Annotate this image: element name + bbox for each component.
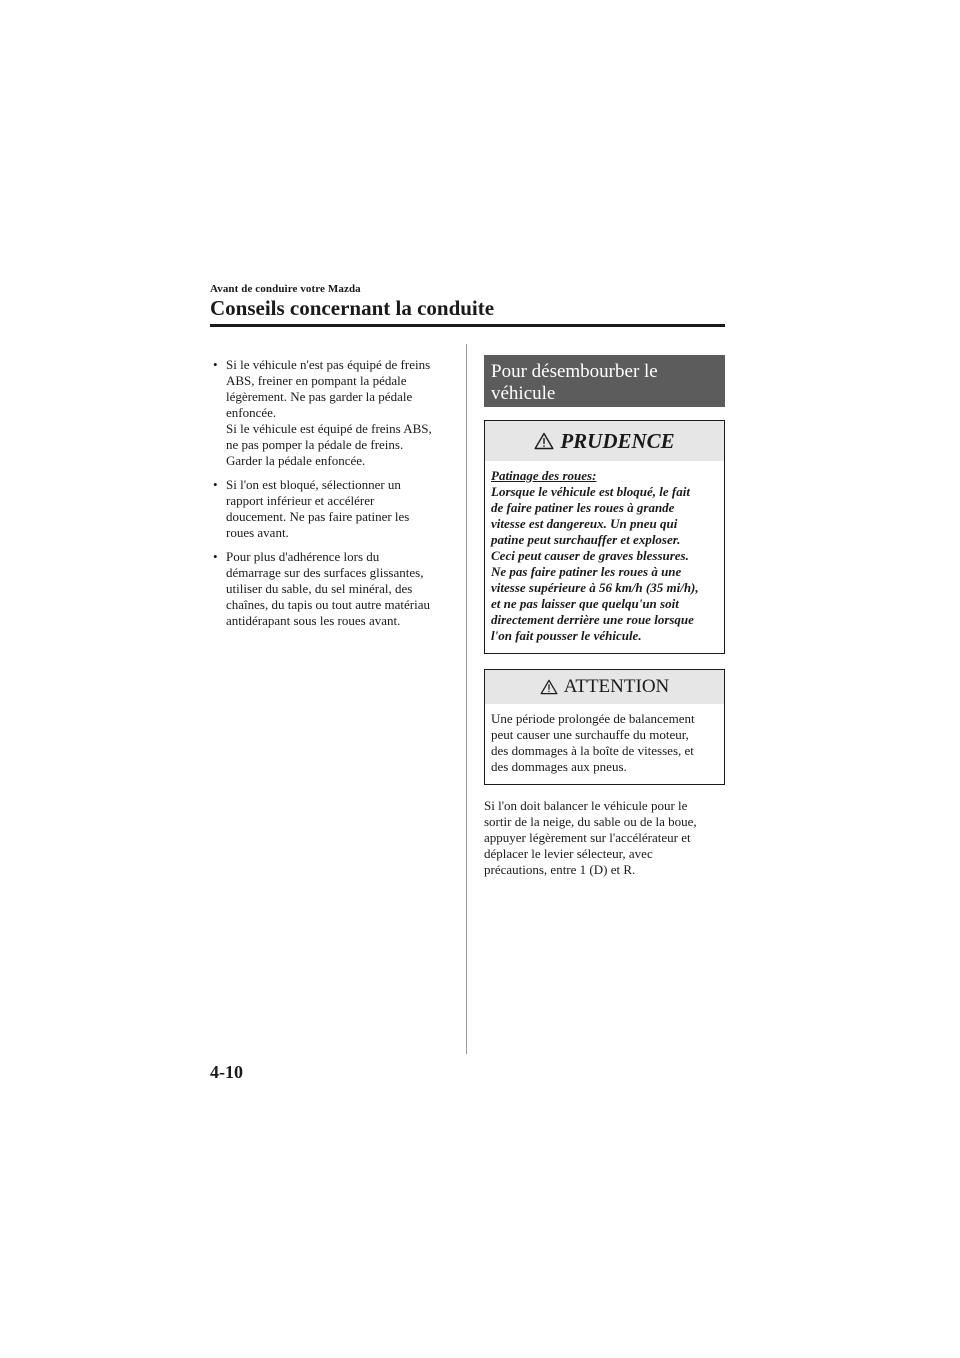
bullet-item-abs-braking (210, 357, 455, 469)
bullet-icon: • (213, 357, 218, 372)
text-line: vitesse supérieure à 56 km/h (35 mi/h), (491, 580, 699, 595)
warning-triangle-icon (540, 679, 558, 695)
text-line: vitesse est dangereux. Un pneu qui (491, 516, 678, 531)
text-line: Si l'on doit balancer le véhicule pour le (484, 798, 688, 813)
section-heading-line: Pour désembourber le (491, 361, 658, 382)
attention-header (485, 670, 724, 704)
text-line: directement derrière une roue lorsque (491, 612, 694, 627)
chapter-title: Conseils concernant la conduite (210, 296, 495, 320)
warning-triangle-icon (534, 432, 554, 450)
text-line: patine peut surchauffer et exploser. (491, 532, 681, 547)
text-line: Ceci peut causer de graves blessures. (491, 548, 689, 563)
text-line: Si le véhicule n'est pas équipé de freins (226, 357, 431, 372)
attention-box (484, 669, 725, 785)
text-line: Si l'on est bloqué, sélectionner un (226, 477, 401, 492)
section-label: Avant de conduire votre Mazda (210, 283, 361, 295)
text-line: de faire patiner les roues à grande (491, 500, 675, 515)
rocking-paragraph (484, 798, 725, 878)
attention-title: ATTENTION (563, 676, 670, 697)
text-line: Pour plus d'adhérence lors du (226, 549, 380, 564)
text-line: Ne pas faire patiner les roues à une (491, 564, 682, 579)
caution-box (484, 420, 725, 654)
column-divider (466, 344, 467, 1054)
text-line: Garder la pédale enfoncée. (226, 453, 366, 468)
left-column (210, 357, 455, 637)
text-line: peut causer une surchauffe du moteur, (491, 727, 689, 742)
attention-text (485, 704, 724, 784)
page-number: 4-10 (210, 1062, 243, 1082)
text-line: ABS, freiner en pompant la pédale (226, 373, 407, 388)
text-line: précautions, entre 1 (D) et R. (484, 862, 636, 877)
caution-subtitle: Patinage des roues: (491, 468, 597, 483)
text-line: doucement. Ne pas faire patiner les (226, 509, 410, 524)
right-column (484, 355, 725, 878)
bullet-list (210, 357, 455, 629)
section-heading (484, 355, 725, 407)
text-line: Si le véhicule est équipé de freins ABS, (226, 421, 432, 436)
caution-header (485, 421, 724, 461)
text-line: enfoncée. (226, 405, 277, 420)
text-line: sortir de la neige, du sable ou de la boue, (484, 814, 697, 829)
text-line: roues avant. (226, 525, 289, 540)
bullet-icon: • (213, 549, 218, 564)
text-line: démarrage sur des surfaces glissantes, (226, 565, 424, 580)
caution-text (485, 461, 724, 653)
text-line: Une période prolongée de balancement (491, 711, 695, 726)
text-line: antidérapant sous les roues avant. (226, 613, 401, 628)
text-line: déplacer le levier sélecteur, avec (484, 846, 653, 861)
text-line: rapport inférieur et accélérer (226, 493, 375, 508)
bullet-item-traction (210, 549, 455, 629)
text-line: Lorsque le véhicule est bloqué, le fait (491, 484, 690, 499)
caution-title: PRUDENCE (560, 428, 675, 453)
bullet-icon: • (213, 477, 218, 492)
text-line: appuyer légèrement sur l'accélérateur et (484, 830, 691, 845)
text-line: légèrement. Ne pas garder la pédale (226, 389, 413, 404)
section-heading-line: véhicule (491, 383, 556, 404)
text-line: et ne pas laisser que quelqu'un soit (491, 596, 679, 611)
text-line: des dommages à la boîte de vitesses, et (491, 743, 694, 758)
text-line: chaînes, du tapis ou tout autre matériau (226, 597, 430, 612)
text-line: utiliser du sable, du sel minéral, des (226, 581, 413, 596)
text-line: ne pas pomper la pédale de freins. (226, 437, 404, 452)
text-line: l'on fait pousser le véhicule. (491, 628, 642, 643)
text-line: des dommages aux pneus. (491, 759, 627, 774)
header-rule (210, 324, 725, 327)
bullet-item-stuck-gear (210, 477, 455, 541)
